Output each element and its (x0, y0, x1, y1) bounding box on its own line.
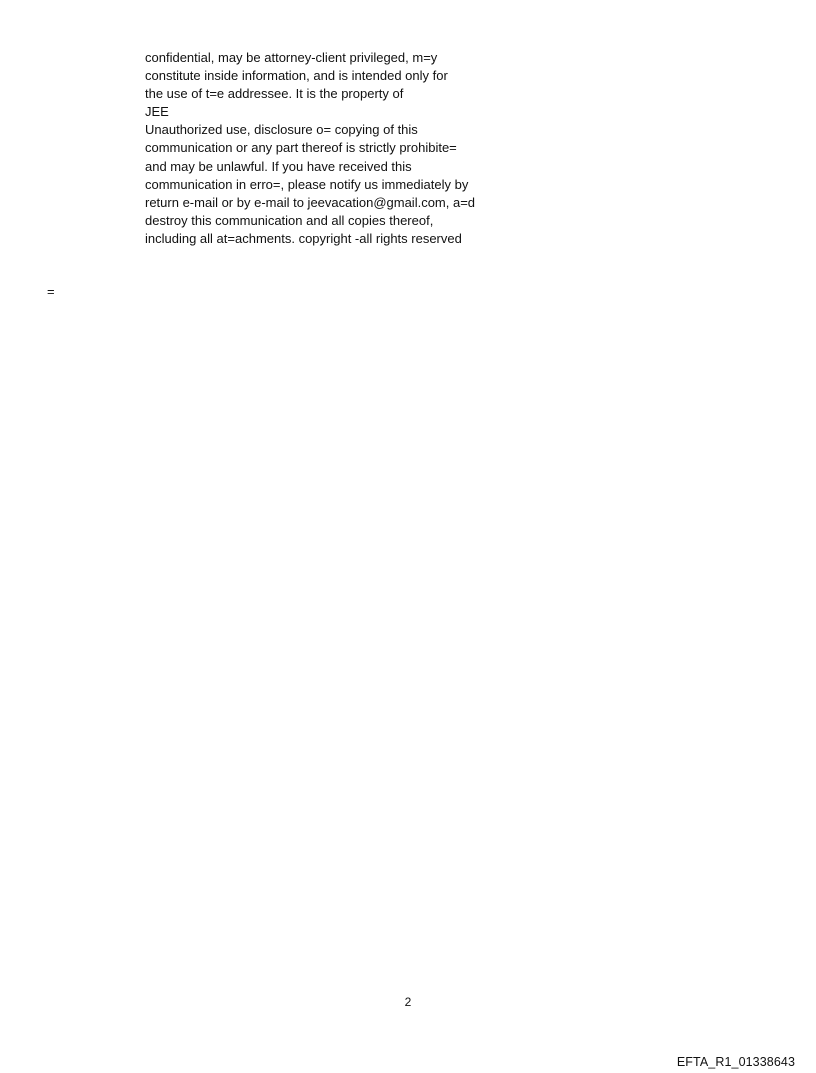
stray-equals-mark: = (47, 284, 55, 299)
page-number: 2 (404, 995, 412, 1009)
disclaimer-line: including all at=achments. copyright -all rights reserved (145, 230, 462, 246)
disclaimer-line: destroy this communication and all copies thereof, (145, 212, 434, 228)
disclaimer-line: Unauthorized use, disclosure o= copying of this (145, 122, 418, 138)
disclaimer-line: the use of t=e addressee. It is the property of (145, 86, 404, 102)
disclaimer-line: and may be unlawful. If you have received this (145, 158, 412, 174)
disclaimer-line: confidential, may be attorney-client privileged, m=y (145, 50, 438, 65)
disclaimer-line: communication or any part thereof is strictly prohibite= (145, 140, 457, 156)
bates-number: EFTA_R1_01338643 (676, 1055, 795, 1069)
disclaimer-line: communication in erro=, please notify us immediately by (145, 176, 469, 192)
disclaimer-line: JEE (145, 104, 169, 120)
disclaimer-paragraph (145, 49, 525, 248)
disclaimer-line: return e-mail or by e-mail to jeevacation@gmail.com, a=d (145, 194, 476, 210)
disclaimer-line: constitute inside information, and is intended only for (145, 68, 448, 84)
